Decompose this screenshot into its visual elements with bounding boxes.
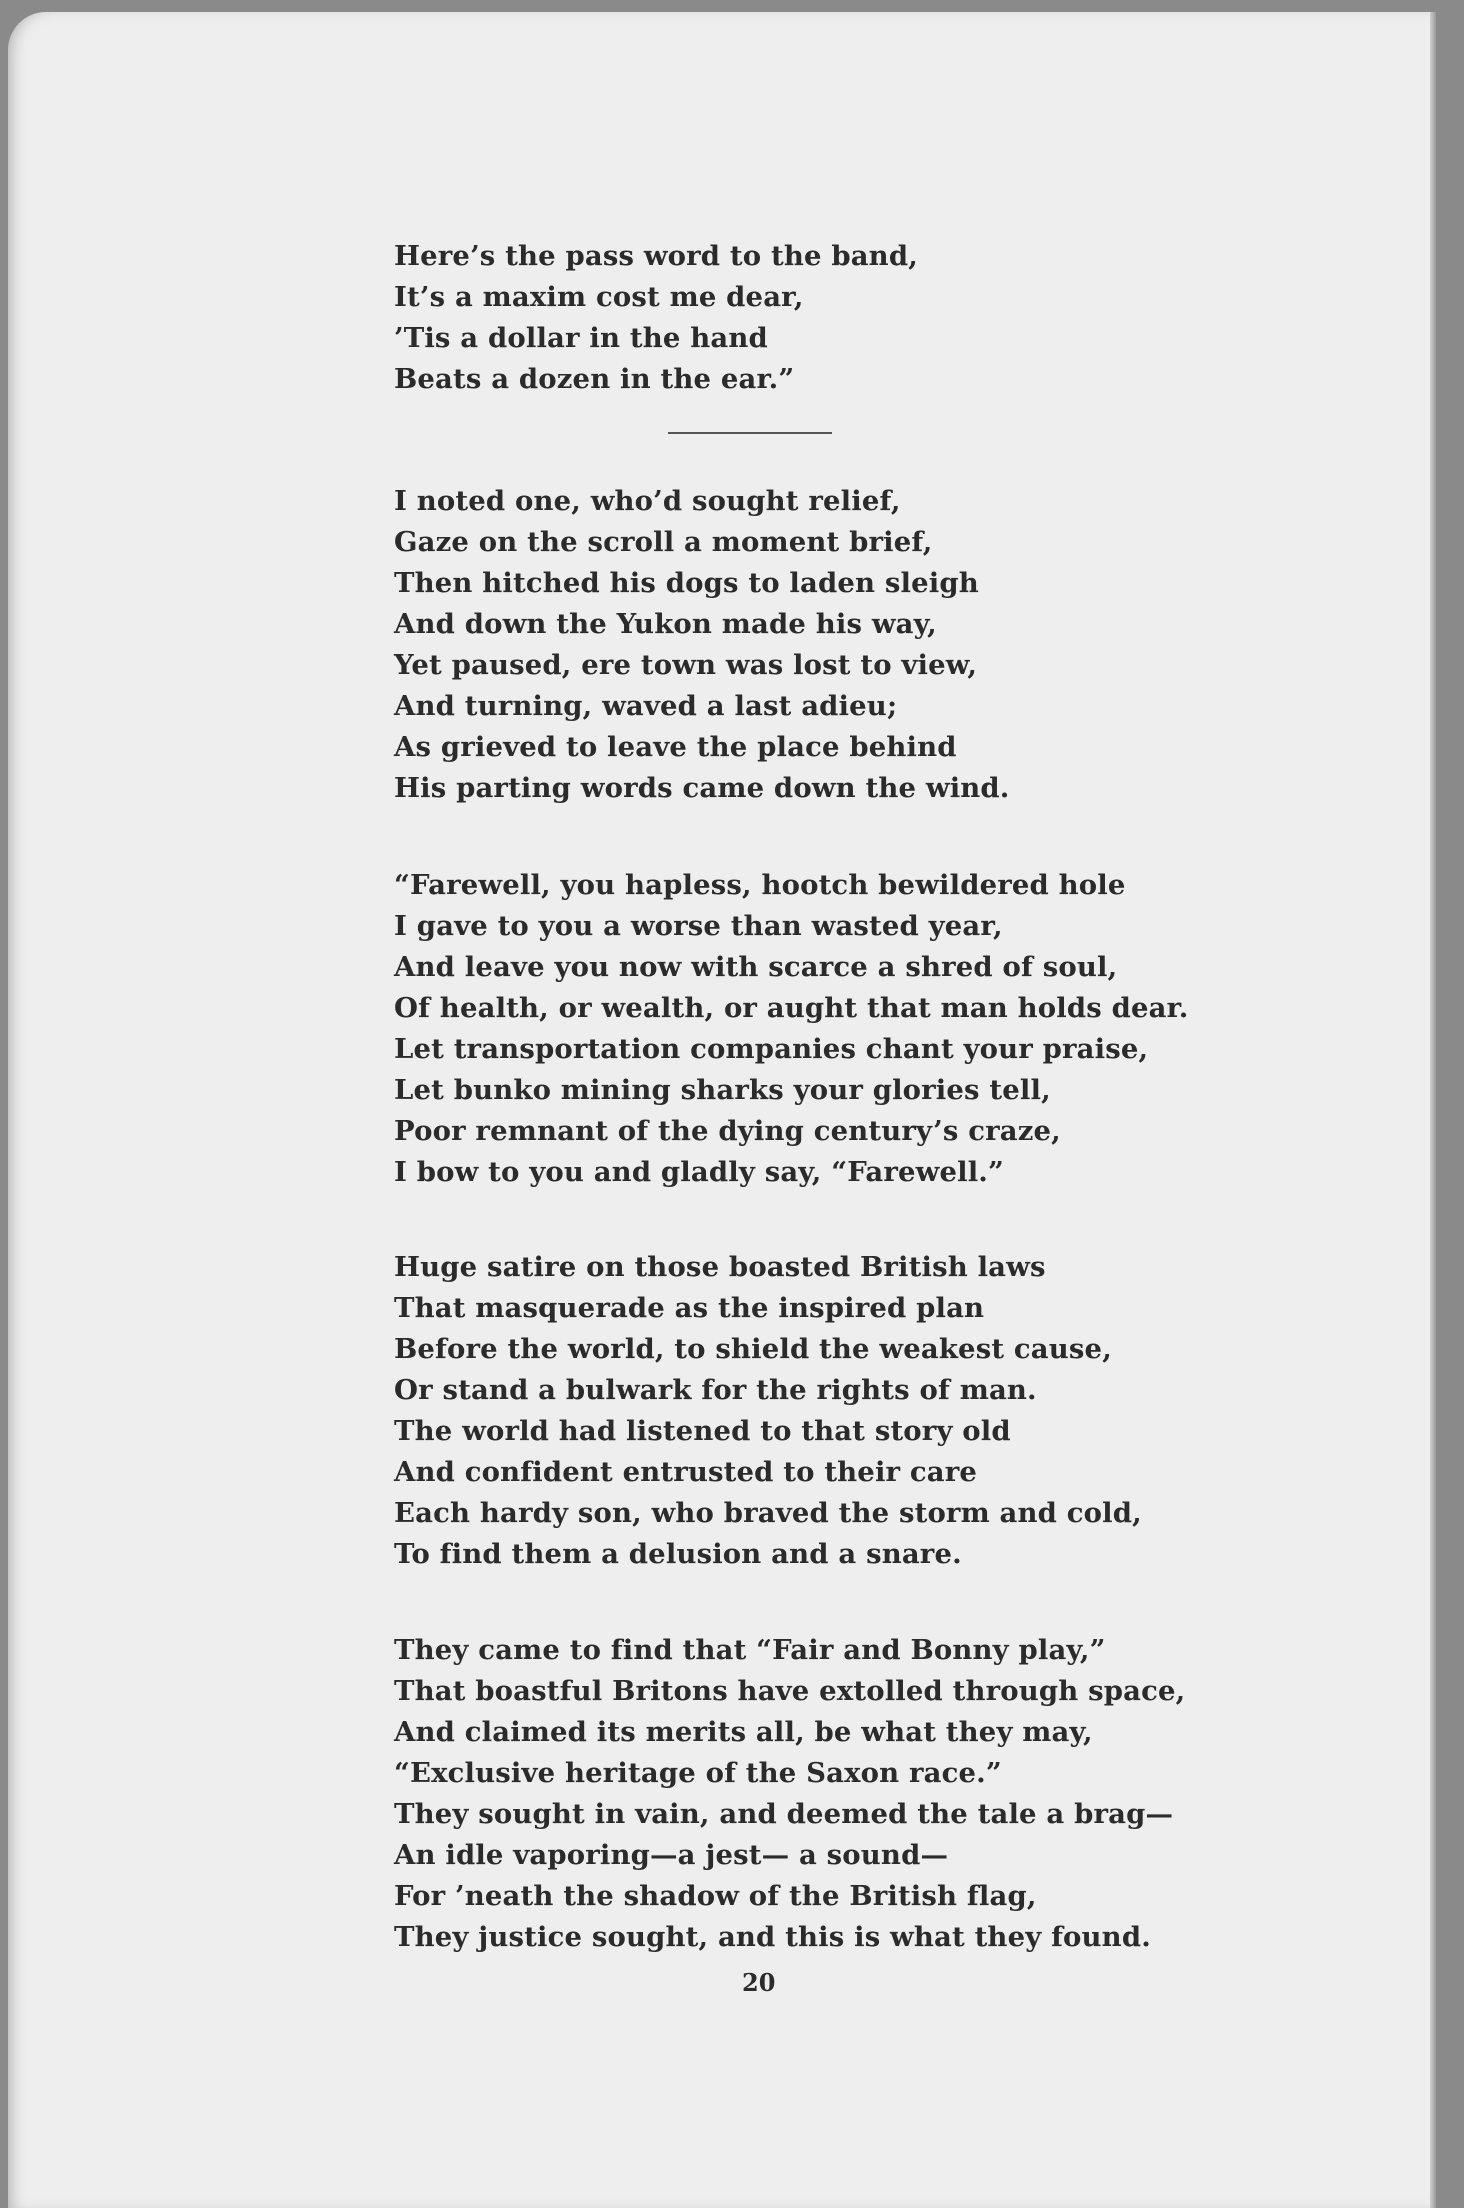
poem-line: Let bunko mining sharks your glories tell, bbox=[394, 1074, 1051, 1106]
poem-line: And leave you now with scarce a shred of soul, bbox=[394, 951, 1118, 983]
page-number: 20 bbox=[742, 1968, 776, 1997]
poem-line: I gave to you a worse than wasted year, bbox=[394, 910, 1003, 942]
poem-line: His parting words came down the wind. bbox=[394, 772, 1010, 804]
poem-line: “Farewell, you hapless, hootch bewildered hole bbox=[394, 869, 1126, 901]
poem-line: That boastful Britons have extolled through space, bbox=[394, 1675, 1186, 1707]
poem-line: Yet paused, ere town was lost to view, bbox=[394, 649, 978, 681]
poem-line: I bow to you and gladly say, “Farewell.” bbox=[394, 1156, 1004, 1188]
poem-line: ’Tis a dollar in the hand bbox=[394, 322, 768, 354]
poem-line: And down the Yukon made his way, bbox=[394, 608, 937, 640]
poem-line: And confident entrusted to their care bbox=[394, 1456, 978, 1488]
poem-line: Here’s the pass word to the band, bbox=[394, 240, 918, 272]
poem-line: Gaze on the scroll a moment brief, bbox=[394, 526, 933, 558]
page-edge bbox=[1430, 12, 1436, 2208]
stanza-1 bbox=[394, 236, 918, 400]
poem-line: They came to find that “Fair and Bonny play,” bbox=[394, 1634, 1106, 1666]
stanza-3 bbox=[394, 865, 1188, 1193]
poem-line: The world had listened to that story old bbox=[394, 1415, 1011, 1447]
poem-line: I noted one, who’d sought relief, bbox=[394, 485, 901, 517]
stanza-2 bbox=[394, 481, 1010, 809]
poem-line: Of health, or wealth, or aught that man holds dear. bbox=[394, 992, 1189, 1024]
poem-line: That masquerade as the inspired plan bbox=[394, 1292, 985, 1324]
poem-line: Then hitched his dogs to laden sleigh bbox=[394, 567, 979, 599]
poem-line: It’s a maxim cost me dear, bbox=[394, 281, 804, 313]
poem-line: They justice sought, and this is what they found. bbox=[394, 1921, 1151, 1953]
stanza-4 bbox=[394, 1247, 1142, 1575]
poem-line: Let transportation companies chant your praise, bbox=[394, 1033, 1149, 1065]
poem-line: Huge satire on those boasted British laws bbox=[394, 1251, 1046, 1283]
poem-line: Each hardy son, who braved the storm and cold, bbox=[394, 1497, 1142, 1529]
poem-line: To find them a delusion and a snare. bbox=[394, 1538, 962, 1570]
poem-line: And claimed its merits all, be what they may, bbox=[394, 1716, 1093, 1748]
poem-line: “Exclusive heritage of the Saxon race.” bbox=[394, 1757, 1002, 1789]
poem-line: They sought in vain, and deemed the tale a brag— bbox=[394, 1798, 1174, 1830]
poem-line: And turning, waved a last adieu; bbox=[394, 690, 898, 722]
poem-line: Or stand a bulwark for the rights of man. bbox=[394, 1374, 1037, 1406]
poem-line: As grieved to leave the place behind bbox=[394, 731, 957, 763]
poem-line: Beats a dozen in the ear.” bbox=[394, 363, 795, 395]
poem-line: Poor remnant of the dying century’s craze, bbox=[394, 1115, 1061, 1147]
section-divider bbox=[668, 432, 832, 434]
poem-line: For ’neath the shadow of the British flag, bbox=[394, 1880, 1037, 1912]
stanza-5 bbox=[394, 1630, 1185, 1958]
poem-line: An idle vaporing—a jest— a sound— bbox=[394, 1839, 949, 1871]
poem-line: Before the world, to shield the weakest cause, bbox=[394, 1333, 1112, 1365]
